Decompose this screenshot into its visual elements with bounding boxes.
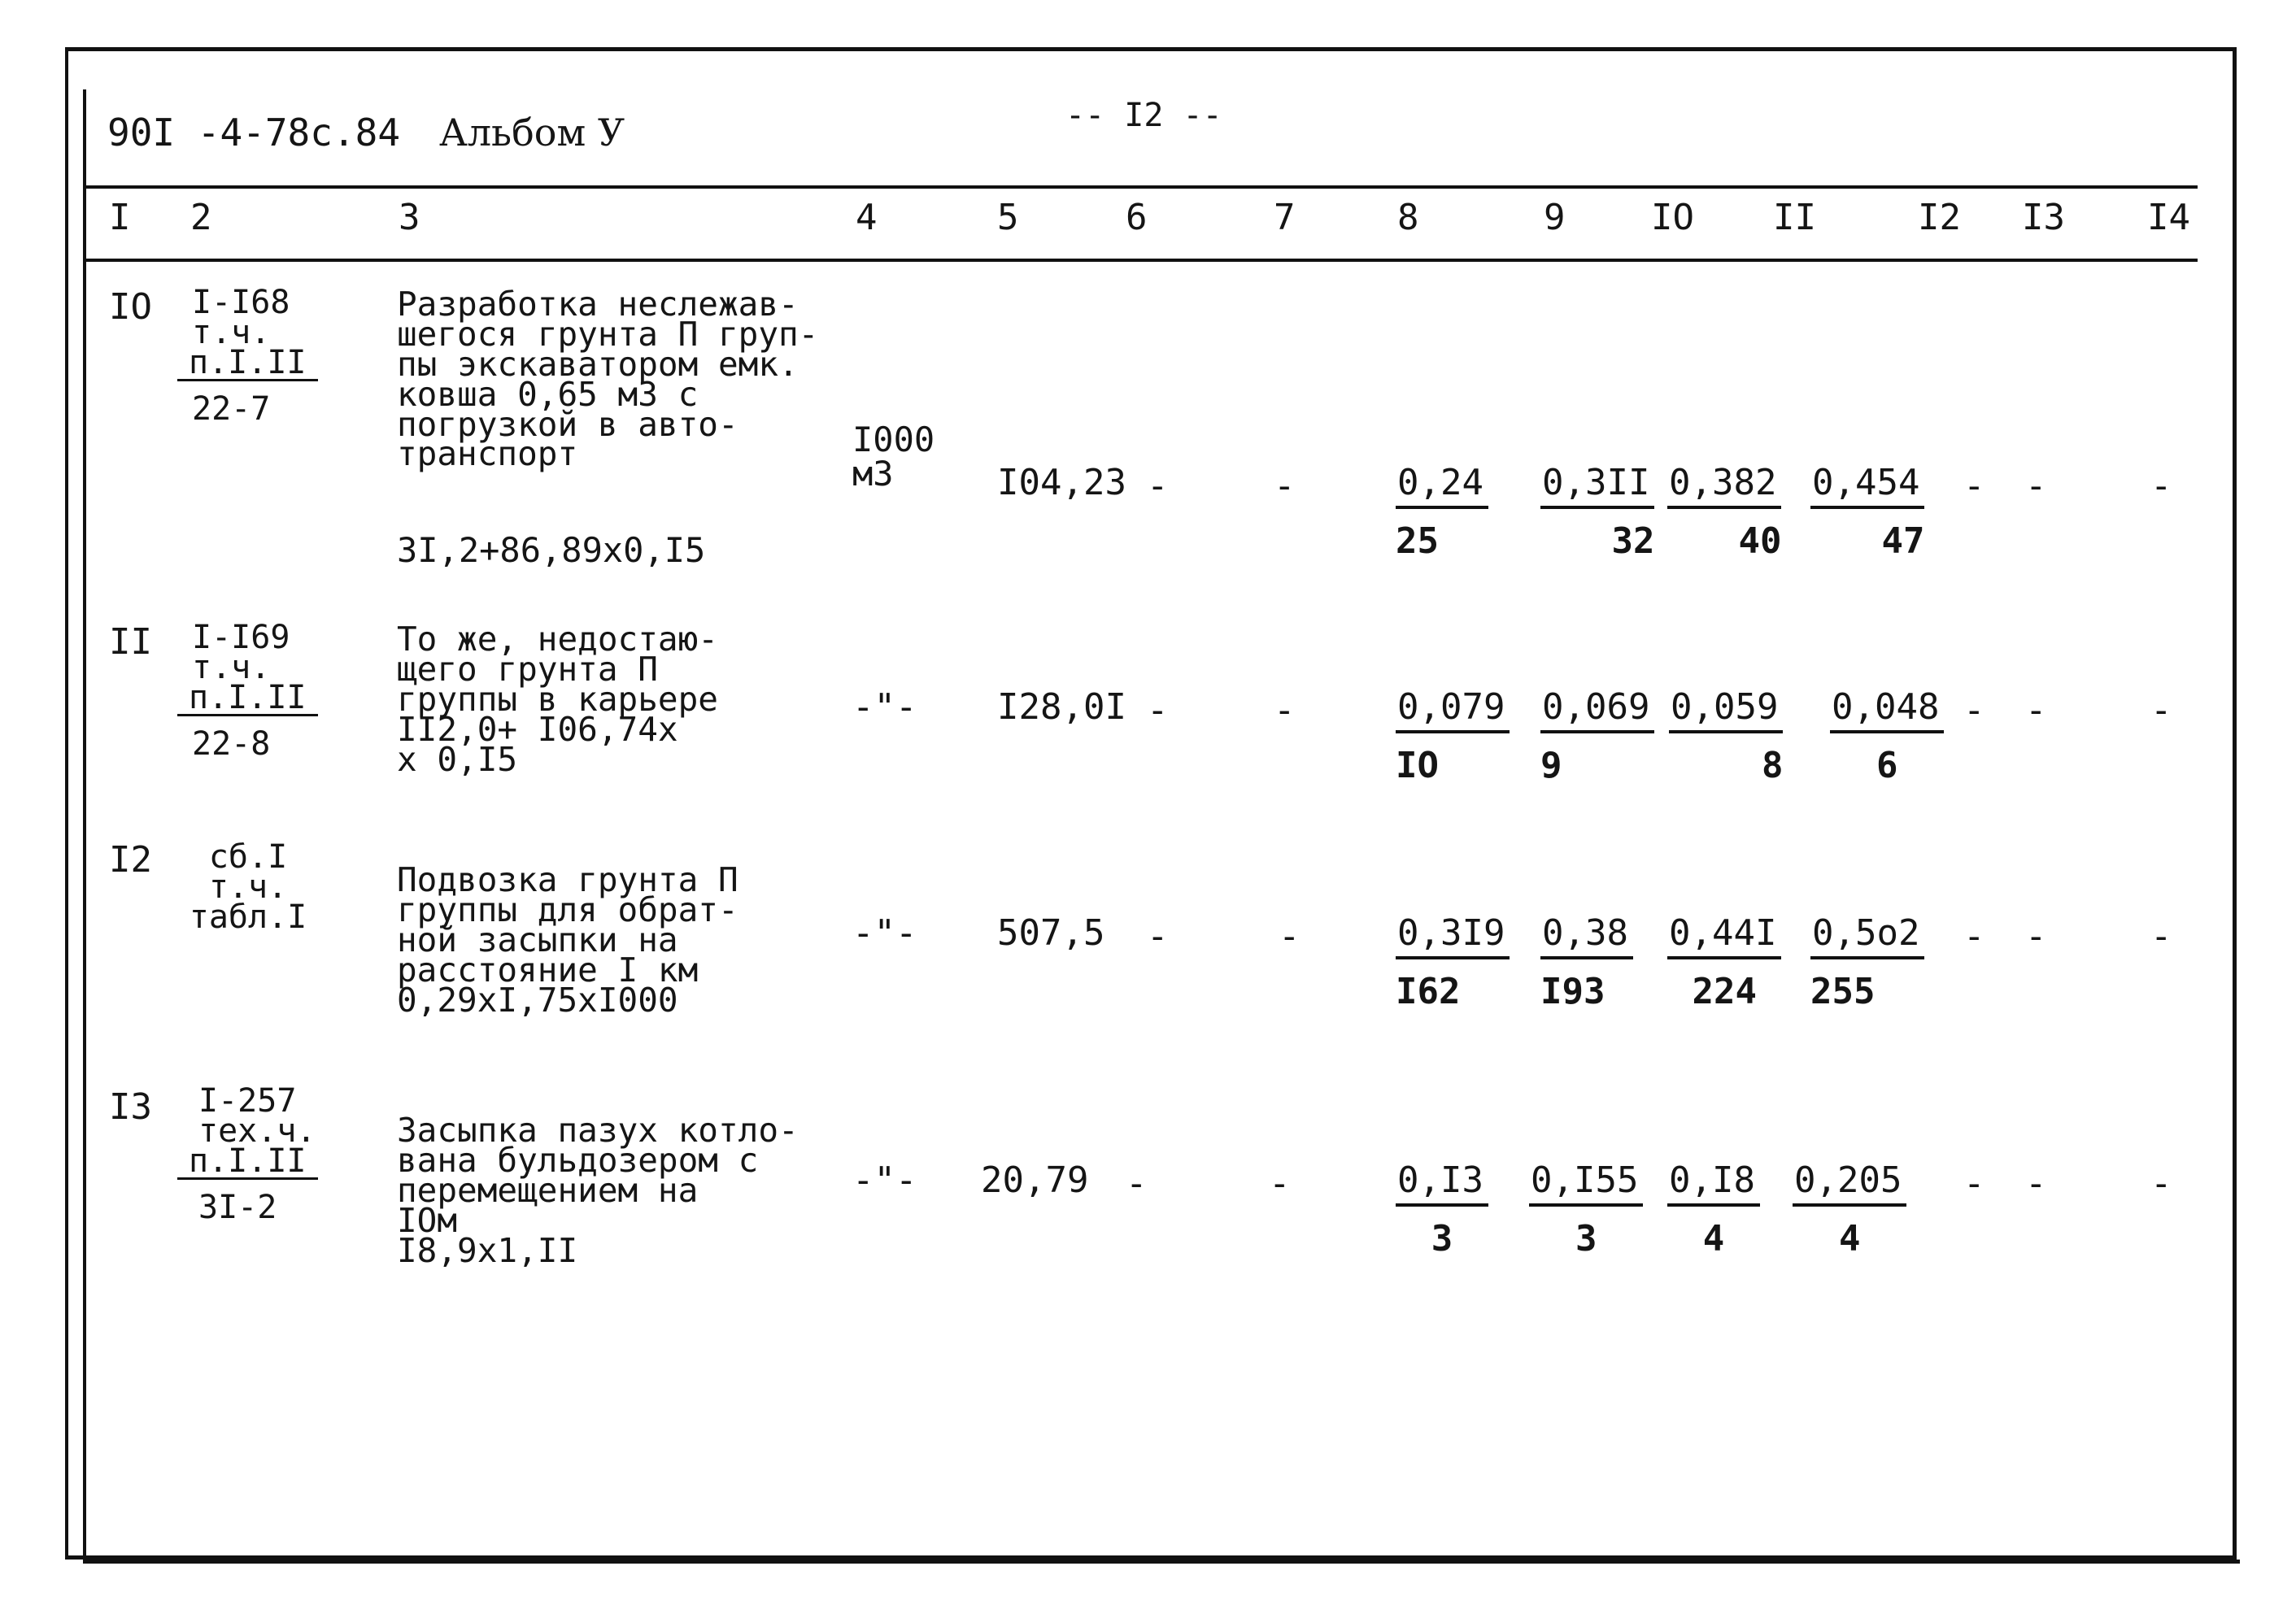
col-header-12: I2	[1918, 197, 1961, 238]
col12-value: -	[1963, 916, 1985, 957]
col-header-1: I	[109, 197, 131, 238]
col-header-8: 8	[1397, 197, 1419, 238]
col-header-2: 2	[190, 197, 212, 238]
work-description: Разработка неслежав- шегося грунта П груп- пы экскаватором емк. ковша 0,65 м3 с погрузкой в авто- транспорт	[397, 285, 819, 474]
doc-code: 90I -4-78с.84	[107, 111, 401, 154]
norm-code-top: I-I68 т.ч.	[192, 284, 290, 351]
col10-fraction: $\frac{0,059}{8}$	[1671, 686, 1784, 786]
col14-value: -	[2150, 916, 2172, 957]
col8-fraction: $\frac{0,079}{IO}$	[1396, 690, 1510, 784]
col11-fraction: $\frac{0,205}{4}$	[1793, 1163, 1906, 1257]
col10-fraction: $\frac{0,382}{40}$	[1669, 462, 1782, 562]
row-number: IO	[109, 286, 152, 328]
col5-value: I28,0I	[997, 686, 1126, 728]
col13-value: -	[2025, 465, 2047, 507]
norm-code-table: 22-7	[192, 390, 271, 429]
norm-code-clause: п.I.II	[177, 348, 318, 382]
col6-value: -	[1147, 465, 1169, 507]
norm-code-top: сб.I т.ч. табл.I	[189, 838, 307, 936]
col12-value: -	[1963, 690, 1985, 731]
norm-code-clause: п.I.II	[177, 683, 318, 717]
col6-value: -	[1147, 916, 1169, 957]
header-top-rule	[83, 185, 2198, 189]
col-header-5: 5	[997, 197, 1019, 238]
norm-code	[177, 619, 340, 763]
col-header-9: 9	[1544, 197, 1566, 238]
col-header-11: II	[1773, 197, 1816, 238]
unit: -"-	[852, 686, 917, 728]
col14-value: -	[2150, 465, 2172, 507]
norm-code	[177, 1082, 340, 1227]
col10-fraction: $\frac{0,44I}{224}$	[1667, 916, 1781, 1010]
col7-value: -	[1279, 916, 1300, 957]
col11-fraction: $\frac{0,454}{47}$	[1812, 462, 1925, 562]
col9-fraction: $\frac{0,3II}{32}$	[1542, 462, 1655, 562]
col13-value: -	[2025, 690, 2047, 731]
col8-fraction: $\frac{0,I3}{3}$	[1396, 1163, 1488, 1257]
row-number: I2	[109, 839, 152, 881]
col7-value: -	[1274, 690, 1296, 731]
col-header-13: I3	[2022, 197, 2065, 238]
col12-value: -	[1963, 465, 1985, 507]
norm-code-table: 22-8	[192, 725, 271, 763]
work-description: Подвозка грунта П группы для обрат- ной засыпки на расстояние I км 0,29xI,75xI000	[397, 860, 738, 1020]
work-description: Засыпка пазух котло- вана бульдозером с перемещением на IOм I8,9x1,II	[397, 1111, 799, 1270]
col-header-4: 4	[856, 197, 878, 238]
work-description: То же, недостаю- щего грунта П группы в карьере II2,0+ I06,74x x 0,I5	[397, 620, 718, 779]
norm-code-clause: п.I.II	[177, 1146, 318, 1181]
col11-fraction: $\frac{0,048}{6}$	[1830, 690, 1944, 784]
col7-value: -	[1274, 465, 1296, 507]
col5-value: I04,23	[997, 462, 1126, 503]
inner-left-rule	[83, 89, 86, 1561]
col-header-7: 7	[1274, 197, 1296, 238]
col5-value: 507,5	[997, 912, 1105, 954]
page-frame	[65, 47, 2237, 1560]
col-header-14: I4	[2147, 197, 2190, 238]
col13-value: -	[2025, 1163, 2047, 1204]
col5-value: 20,79	[981, 1159, 1089, 1201]
col8-fraction: $\frac{0,24}{25}$	[1396, 465, 1488, 559]
album-label: Альбом У	[439, 111, 625, 154]
unit: -"-	[852, 1159, 917, 1201]
col14-value: -	[2150, 1163, 2172, 1204]
header-bottom-rule	[83, 259, 2198, 262]
col-header-3: 3	[399, 197, 420, 238]
col14-value: -	[2150, 690, 2172, 731]
col13-value: -	[2025, 916, 2047, 957]
page-number: -- I2 --	[1065, 97, 1222, 134]
norm-code-table: 3I-2	[198, 1189, 277, 1227]
col7-value: -	[1269, 1163, 1291, 1204]
col8-fraction: $\frac{0,3I9}{I62}$	[1396, 916, 1510, 1010]
col6-value: -	[1147, 690, 1169, 731]
col9-fraction: $\frac{0,I55}{3}$	[1529, 1163, 1643, 1257]
row-number: II	[109, 621, 152, 663]
unit: I000 м3	[852, 420, 935, 494]
col12-value: -	[1963, 1163, 1985, 1204]
norm-code	[171, 838, 325, 936]
col-header-10: IO	[1651, 197, 1694, 238]
col11-fraction: $\frac{0,5o2}{255}$	[1810, 916, 1924, 1010]
col10-fraction: $\frac{0,I8}{4}$	[1667, 1163, 1760, 1257]
col9-fraction: $\frac{0,069}{9}$	[1540, 690, 1654, 784]
bottom-rule	[83, 1560, 2240, 1564]
calc-formula: 3I,2+86,89x0,I5	[397, 530, 706, 570]
norm-code-top: I-I69 т.ч.	[192, 619, 290, 686]
unit: -"-	[852, 912, 917, 954]
norm-code-top: I-257 тех.ч.	[198, 1082, 316, 1150]
col6-value: -	[1126, 1163, 1148, 1204]
row-number: I3	[109, 1086, 152, 1128]
col-header-6: 6	[1126, 197, 1148, 238]
norm-code	[177, 284, 340, 429]
col9-fraction: $\frac{0,38}{I93}$	[1540, 916, 1633, 1010]
